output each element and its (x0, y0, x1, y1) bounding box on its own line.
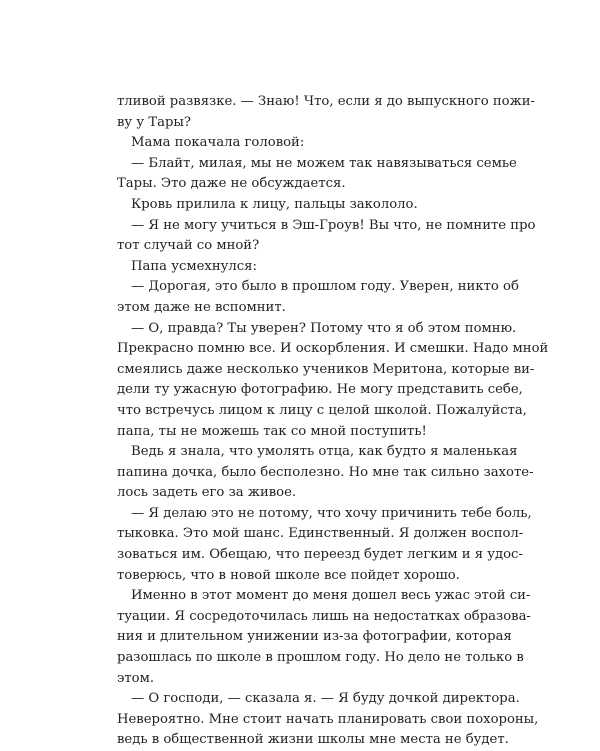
text-line: дели ту ужасную фотографию. Не могу представить себе, (117, 382, 523, 398)
text-line: Именно в этот момент до меня дошел весь ужас этой си- (131, 588, 531, 604)
page-text (117, 92, 549, 751)
text-line: Невероятно. Мне стоит начать планировать свои похороны, (117, 711, 539, 727)
text-line: Ведь я знала, что умолять отца, как будто я маленькая (131, 444, 518, 460)
text-line: тот случай со мной? (117, 238, 260, 254)
text-line: этом. (117, 670, 155, 686)
text-line: — Дорогая, это было в прошлом году. Уверен, никто об (131, 279, 519, 295)
text-line: лось задеть его за живое. (117, 485, 297, 501)
text-line: Кровь прилила к лицу, пальцы закололо. (131, 196, 418, 212)
text-line: туации. Я сосредоточилась лишь на недостатках образова- (117, 608, 531, 624)
text-line: ния и длительном унижении из-за фотографии, которая (117, 629, 512, 645)
text-line: ведь в общественной жизни школы мне места не будет. (117, 732, 509, 748)
text-line: Прекрасно помню все. И оскорбления. И смешки. Надо мной (117, 341, 549, 357)
text-line: — Я делаю это не потому, что хочу причинить тебе боль, (131, 505, 532, 521)
text-line: папа, ты не можешь так со мной поступить! (117, 423, 427, 439)
text-line: зоваться им. Обещаю, что переезд будет легким и я удос- (117, 547, 523, 563)
text-line: папина дочка, было бесполезно. Но мне так сильно захоте- (117, 464, 534, 480)
text-line: Мама покачала головой: (131, 135, 305, 151)
text-line: этом даже не вспомнит. (117, 299, 286, 315)
text-line: — О, правда? Ты уверен? Потому что я об этом помню. (131, 320, 517, 336)
text-line: Тары. Это даже не обсуждается. (117, 176, 346, 192)
text-line: — Блайт, милая, мы не можем так навязываться семье (131, 155, 517, 171)
text-line: ву у Тары? (117, 114, 191, 130)
text-line: разошлась по школе в прошлом году. Но дело не только в (117, 650, 524, 666)
text-line: Папа усмехнулся: (131, 258, 257, 274)
text-line: смеялись даже несколько учеников Меритона, которые ви- (117, 361, 535, 377)
text-line: что встречусь лицом к лицу с целой школой. Пожалуйста, (117, 402, 527, 418)
text-line: — Я не могу учиться в Эш-Гроув! Вы что, не помните про (131, 217, 536, 233)
text-line: тливой развязке. — Знаю! Что, если я до выпускного пожи- (117, 94, 535, 109)
text-line: тыковка. Это мой шанс. Единственный. Я должен воспол- (117, 526, 524, 542)
text-line: товерюсь, что в новой школе все пойдет хорошо. (117, 567, 460, 583)
text-line: — О господи, — сказала я. — Я буду дочкой директора. (131, 691, 520, 707)
